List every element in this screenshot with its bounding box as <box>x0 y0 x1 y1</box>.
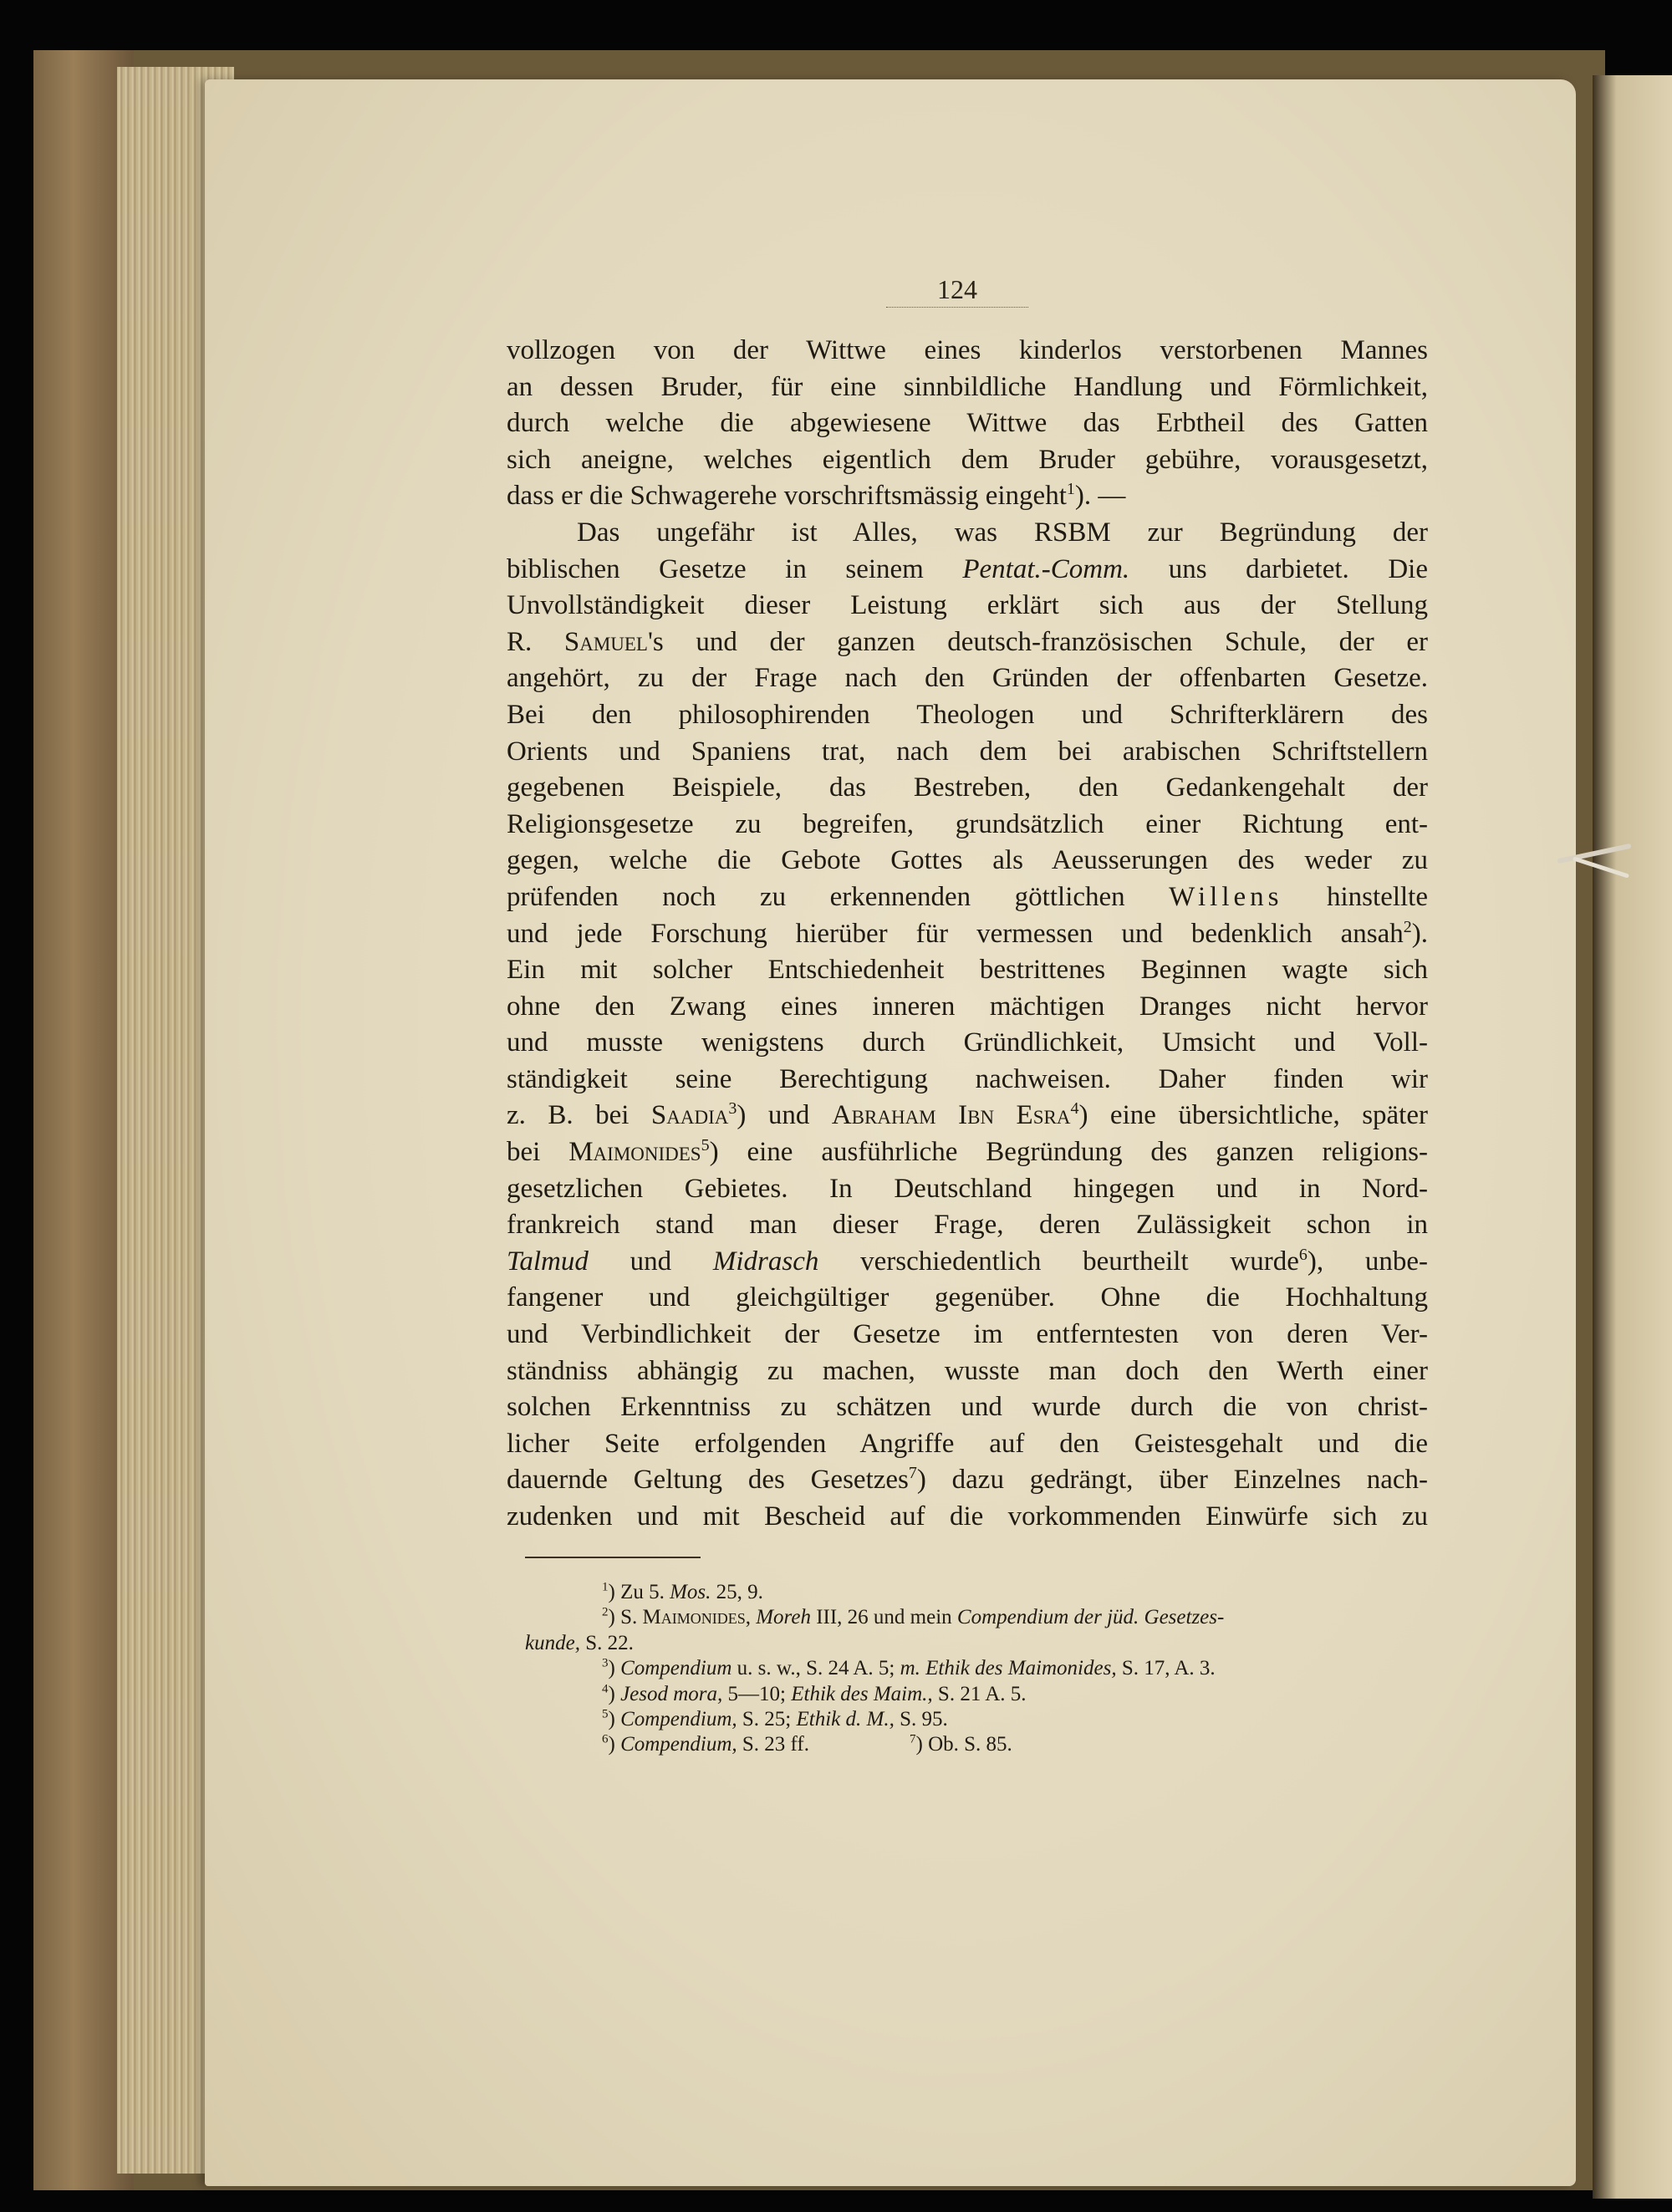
page-number: 124 <box>937 274 977 304</box>
text-segment: und Verbindlichkeit der Gesetze im entferntesten von deren Ver- <box>507 1319 1428 1350</box>
text-segment: Moreh <box>756 1606 811 1629</box>
text-segment: gesetzlichen Gebietes. In Deutschland hingegen und in Nord- <box>507 1173 1428 1204</box>
text-segment: Ein mit solcher Entschiedenheit bestrittenes Beginnen wagte sich <box>507 955 1428 986</box>
text-line <box>507 916 1428 953</box>
text-line <box>507 478 1428 515</box>
text-segment: ) <box>608 1657 621 1680</box>
text-segment: 's und der ganzen deutsch-französischen Schule, der er <box>647 626 1429 657</box>
text-line <box>507 734 1428 771</box>
footnote-marker: 6 <box>1298 1245 1308 1264</box>
text-segment: S. 23 ff. <box>737 1733 810 1756</box>
footnote-marker: 4 <box>602 1682 609 1696</box>
text-segment: R. <box>507 626 564 657</box>
text-segment: verschiedentlich beurtheilt wurde <box>818 1246 1299 1277</box>
footnote-line <box>525 1682 1432 1707</box>
footnote-marker: 7 <box>908 1464 917 1483</box>
text-line <box>507 1171 1428 1208</box>
text-segment: und <box>588 1246 713 1277</box>
text-segment: durch welche die abgewiesene Wittwe das Erbtheil des Gatten <box>507 408 1428 439</box>
text-segment: frankreich stand man dieser Frage, deren Zulässigkeit schon in <box>507 1210 1428 1241</box>
text-segment: Maimonides <box>568 1137 701 1168</box>
footnote-marker: 2 <box>1403 917 1412 936</box>
text-line <box>507 1134 1428 1171</box>
text-line <box>507 1317 1428 1353</box>
text-segment: Religionsgesetze zu begreifen, grundsätzlich einer Richtung ent- <box>507 808 1428 839</box>
page-number-rule <box>886 307 1028 308</box>
text-segment: Compendium, <box>620 1707 737 1730</box>
text-segment: uns darbietet. Die <box>1129 553 1428 584</box>
text-line <box>507 660 1428 697</box>
text-line <box>507 1353 1428 1390</box>
text-segment: m. Ethik des Maimonides, <box>900 1657 1117 1680</box>
facing-page-edge <box>1593 75 1672 2199</box>
text-segment: III, 26 und mein <box>810 1606 957 1629</box>
text-line <box>507 515 1428 552</box>
text-segment: gegen, welche die Gebote Gottes als Aeusserungen des weder zu <box>507 845 1428 876</box>
text-segment: ständigkeit seine Berechtigung nachweisen. Daher finden wir <box>507 1063 1428 1094</box>
text-segment: an dessen Bruder, für eine sinnbildliche Handlung und Förmlichkeit, <box>507 371 1428 402</box>
text-line <box>507 1244 1428 1281</box>
text-segment: Ethik d. M., <box>796 1707 895 1730</box>
text-segment: Orients und Spaniens trat, nach dem bei arabischen Schriftstellern <box>507 736 1428 767</box>
text-segment: Talmud <box>507 1246 589 1277</box>
text-segment: vollzogen von der Wittwe eines kinderlos verstorbenen Mannes <box>507 335 1428 365</box>
footnote-line <box>525 1605 1432 1630</box>
footnote-marker: 5 <box>701 1136 710 1155</box>
text-segment: ) <box>608 1682 621 1705</box>
text-line <box>507 1207 1428 1244</box>
body-text <box>507 333 1428 1536</box>
text-line <box>507 843 1428 879</box>
text-segment: und jede Forschung hierüber für vermessen und bedenklich ansah <box>507 918 1404 949</box>
text-segment: hinstellte <box>1282 881 1428 912</box>
text-line <box>507 807 1428 844</box>
text-segment: ). <box>1411 918 1428 949</box>
text-segment: dass er die Schwagerehe vorschriftsmässig eingeht <box>507 481 1067 512</box>
footnote-marker: 1 <box>602 1580 609 1594</box>
text-segment: ) <box>608 1707 621 1730</box>
text-line <box>507 588 1428 624</box>
text-segment: und musste wenigstens durch Gründlichkeit, Umsicht und Voll- <box>507 1027 1428 1058</box>
text-segment: Compendium der jüd. Gesetzes- <box>956 1606 1225 1629</box>
text-segment: S. 95. <box>894 1707 948 1730</box>
text-line <box>507 879 1428 916</box>
text-segment: ) Ob. S. 85. <box>915 1733 1012 1756</box>
text-segment: Willens <box>1169 881 1283 912</box>
text-segment: solchen Erkenntniss zu schätzen und wurde durch die von christ- <box>507 1392 1428 1423</box>
text-segment: 25, 9. <box>711 1581 763 1603</box>
text-line <box>507 1499 1428 1536</box>
text-segment: ) eine übersichtliche, später <box>1078 1100 1428 1131</box>
text-segment: Pentat.-Comm. <box>962 553 1130 584</box>
text-segment: ) Zu 5. <box>608 1581 670 1603</box>
text-segment: Ethik des Maim., <box>791 1682 933 1705</box>
footnote-marker: 4 <box>1070 1099 1079 1119</box>
footnote-line <box>525 1631 1432 1656</box>
text-segment: Mos. <box>670 1581 711 1603</box>
text-line <box>507 1062 1428 1098</box>
text-line <box>507 333 1428 370</box>
text-segment: z. B. bei <box>507 1100 651 1131</box>
text-segment: S. 22. <box>579 1631 634 1654</box>
text-segment: S. 25; <box>737 1707 797 1730</box>
text-segment: Saadia <box>650 1100 729 1131</box>
footnote-line <box>525 1732 1432 1757</box>
text-line <box>507 1462 1428 1499</box>
footnote-marker: 5 <box>602 1707 609 1721</box>
text-line <box>507 1098 1428 1134</box>
text-segment: Midrasch <box>712 1246 819 1277</box>
footnote-marker: 6 <box>602 1733 609 1747</box>
text-segment: , <box>745 1606 757 1629</box>
text-segment: Abraham Ibn Esra <box>831 1100 1071 1131</box>
footnote-separator <box>525 1557 701 1558</box>
text-segment: u. s. w., S. 24 A. 5; <box>732 1657 900 1680</box>
text-line <box>507 697 1428 734</box>
text-line <box>507 624 1428 661</box>
text-segment: ) <box>608 1733 621 1756</box>
text-line <box>507 770 1428 807</box>
text-segment: S. 17, A. 3. <box>1116 1657 1216 1680</box>
footnote-line <box>525 1656 1432 1681</box>
text-segment: bei <box>507 1137 569 1168</box>
text-segment: ) und <box>737 1100 832 1131</box>
text-segment: ohne den Zwang eines inneren mächtigen Dranges nicht hervor <box>507 991 1428 1022</box>
text-segment: Samuel <box>563 626 648 657</box>
text-segment: dauernde Geltung des Gesetzes <box>507 1465 909 1496</box>
text-segment: Das ungefähr ist Alles, was RSBM zur Begründung der <box>577 517 1428 548</box>
text-segment: fangener und gleichgültiger gegenüber. Ohne die Hochhaltung <box>507 1282 1428 1313</box>
text-line <box>507 1426 1428 1463</box>
text-segment: biblischen Gesetze in seinem <box>507 553 963 584</box>
footnotes <box>525 1580 1432 1758</box>
footnote-marker: 1 <box>1066 480 1075 499</box>
footnote-line <box>525 1707 1432 1732</box>
text-line <box>507 405 1428 442</box>
text-segment: sich aneigne, welches eigentlich dem Bruder gebühre, vorausgesetzt, <box>507 444 1428 475</box>
text-segment: 5—10; <box>722 1682 792 1705</box>
text-line <box>507 989 1428 1026</box>
text-segment: ) S. <box>608 1606 643 1629</box>
text-segment: licher Seite erfolgenden Angriffe auf den Geistesgehalt und die <box>507 1428 1428 1459</box>
text-line <box>507 442 1428 479</box>
text-segment: Bei den philosophirenden Theologen und Schrifterklärern des <box>507 699 1428 730</box>
text-segment: angehört, zu der Frage nach den Gründen der offenbarten Gesetze. <box>507 663 1428 694</box>
text-segment: prüfenden noch zu erkennenden göttlichen <box>507 881 1170 912</box>
text-segment: kunde, <box>525 1631 580 1654</box>
text-segment: S. 21 A. 5. <box>932 1682 1027 1705</box>
text-segment: ) dazu gedrängt, über Einzelnes nach- <box>916 1465 1428 1496</box>
footnote-line <box>525 1580 1432 1605</box>
text-line <box>507 552 1428 589</box>
footnote-marker: 7 <box>910 1733 916 1747</box>
text-segment: Compendium <box>620 1657 732 1680</box>
footnote-marker: 3 <box>728 1099 737 1119</box>
text-segment: ), unbe- <box>1307 1246 1429 1277</box>
text-segment: ). — <box>1074 481 1126 512</box>
text-segment: zudenken und mit Bescheid auf die vorkommenden Einwürfe sich zu <box>507 1501 1428 1532</box>
text-segment: ) eine ausführliche Begründung des ganzen religions- <box>709 1137 1428 1168</box>
text-line <box>507 370 1428 406</box>
text-segment: gegebenen Beispiele, das Bestreben, den Gedankengehalt der <box>507 772 1428 803</box>
text-segment: Unvollständigkeit dieser Leistung erklärt sich aus der Stellung <box>507 590 1428 621</box>
text-segment: Maimonides <box>642 1606 746 1629</box>
text-line <box>507 1280 1428 1317</box>
text-line <box>507 1389 1428 1426</box>
text-segment: Jesod mora, <box>620 1682 723 1705</box>
text-line <box>507 1025 1428 1062</box>
text-segment: Compendium, <box>620 1733 737 1756</box>
text-line <box>507 952 1428 989</box>
footnote-marker: 2 <box>602 1606 609 1620</box>
text-segment: ständniss abhängig zu machen, wusste man doch den Werth einer <box>507 1355 1428 1386</box>
footnote-marker: 3 <box>602 1656 609 1670</box>
